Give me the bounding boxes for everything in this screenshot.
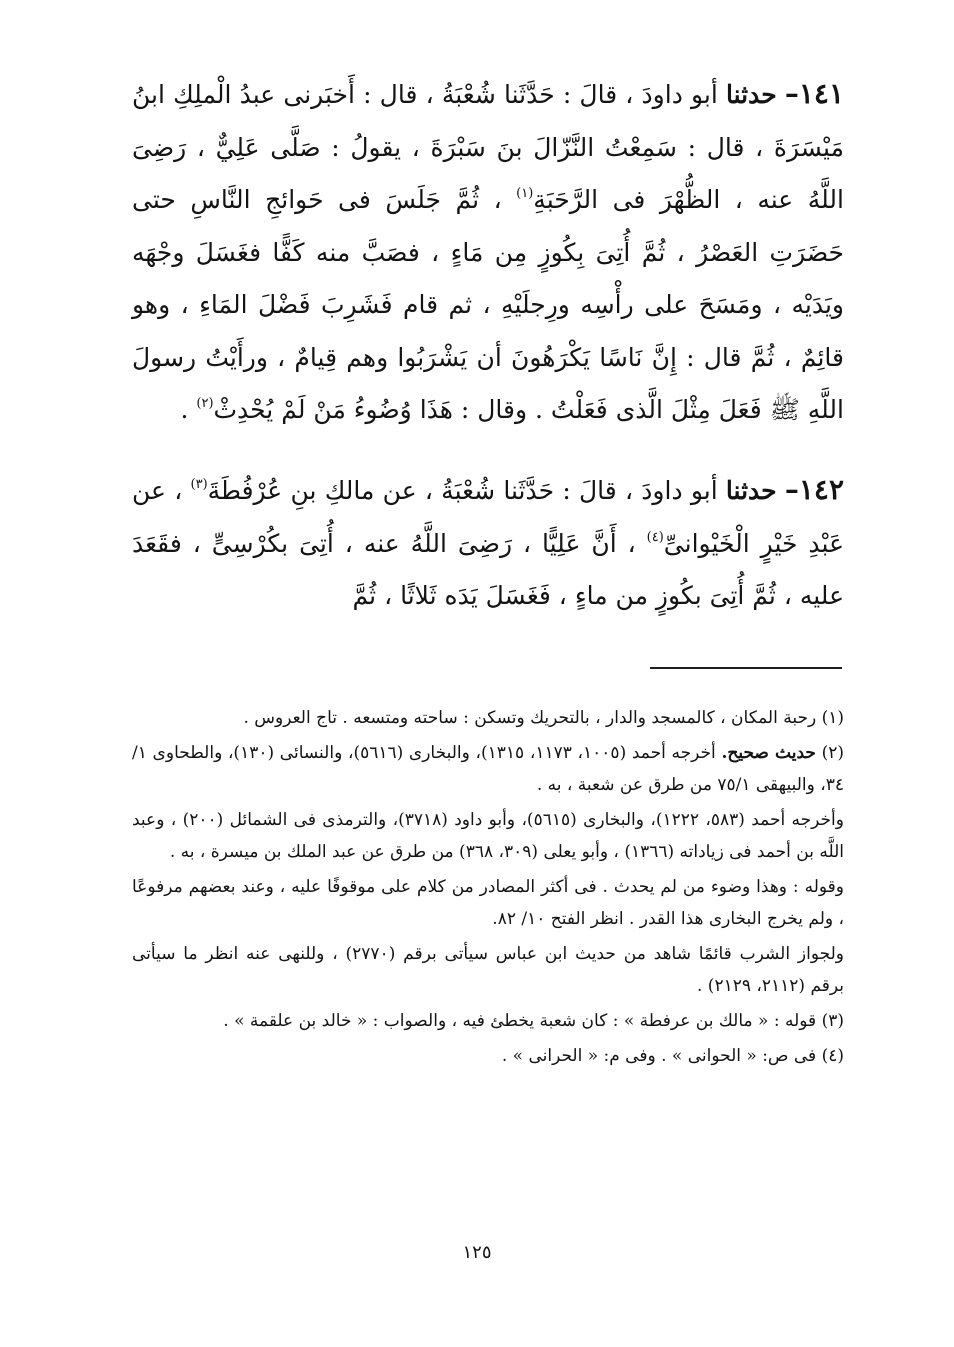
page-number: ١٢٥ bbox=[462, 1242, 492, 1263]
hadith-142-lead: حدثنا bbox=[725, 476, 777, 505]
footnote-ref-4: (٤) bbox=[646, 529, 664, 545]
footnote-ref-2: (٢) bbox=[196, 396, 214, 411]
footnote-1: (١) رحبة المكان ، كالمسجد والدار ، بالتحريك وتسكن : ساحته ومتسعه . تاج العروس . bbox=[243, 708, 844, 728]
hadith-142-text-3: ، أَنَّ عَلِيًّا ، رَضِىَ اللَّهُ عنه ، أُتِىَ بكُرْسِىٍّ ، فقَعَدَ عليه ، ثُمَّ أُتِىَ بكُوزٍ من ماءٍ ، فَغَسَلَ يَدَه ثَلاثًا ، ثُمَّ bbox=[132, 528, 844, 610]
hadith-141-text-3: . bbox=[180, 395, 197, 424]
hadith-142-number: ١٤٢– bbox=[784, 473, 844, 506]
hadith-142-text-2: ، عن عَبْدِ خَيْرٍ الْخَيْوانىِّ bbox=[132, 476, 845, 558]
footnote-2-text: أخرجه أحمد (١٠٠٥، ١١٧٣، ١٣١٥)، والبخارى (٥٦١٦)، والنسائى (١٣٠)، والطحاوى ١/ ٣٤، والبيهقى ٧٥/١ من طرق عن شعبة ، به . bbox=[132, 743, 844, 795]
footnote-4: (٤) فى ص: « الحوانى » . وفى م: « الحرانى » . bbox=[501, 1046, 844, 1066]
hadith-141-paragraph bbox=[132, 68, 844, 437]
footnote-divider bbox=[650, 667, 842, 669]
hadith-141-text-2: ، ثُمَّ جَلَسَ فى حَوائجِ النَّاسِ حتى حَضَرَتِ العَصْرُ ، ثُمَّ أُتِىَ بِكُوزٍ مِن مَاءٍ ، فصَبَّ منه كَفًّا فغَسَلَ وجْهَه ويَدَيْه ، ومَسَحَ على رأْسِه ورِجلَيْهِ ، ثم قام فَشَرِبَ فَضْلَ المَاءِ ، وهو قائِمٌ ، ثُمَّ قال : إِنَّ نَاسًا يَكْرَهُونَ أن يَشْرَبُوا وهم قِيامٌ ، ورأَيْتُ رسولَ اللَّهِ ﷺ فَعَلَ مِثْلَ الَّذى فَعَلْتُ . وقال : هَذَا وُضُوءُ مَنْ لَمْ يُحْدِثْ bbox=[132, 185, 844, 424]
hadith-141-number: ١٤١– bbox=[784, 77, 844, 110]
hadith-142-text-1: أبو داودَ ، قالَ : حَدَّثَنا شُعْبَةُ ، عن مالكِ بنِ عُرْفُطَةَ bbox=[207, 476, 726, 505]
footnote-2-para-3: وقوله : وهذا وضوء من لم يحدث . فى أكثر المصادر من كلام على موقوفًا عليه ، وعند بعضهم مرفوعًا ، ولم يخرج البخارى هذا القدر . انظر الفتح ١٠/ ٨٢. bbox=[132, 877, 844, 929]
hadith-141-text-1: أبو داودَ ، قالَ : حَدَّثَنا شُعْبَةُ ، قال : أَخبَرنى عبدُ الْملِكِ ابنُ مَيْسَرَةَ ، قال : سَمِعْتُ النَّزّالَ بنَ سَبْرَةَ ، يقولُ : صَلَّى عَلِيٌّ ، رَضِىَ اللَّهُ عنه ، الظُّهْرَ فى الرَّحَبَةِ bbox=[132, 80, 844, 214]
footnote-2-grade: حديث صحيح. bbox=[721, 743, 816, 763]
footnote-3: (٣) قوله : « مالك بن عرفطة » : كان شعبة يخطئ فيه ، والصواب : « خالد بن علقمة » . bbox=[223, 1011, 844, 1031]
footnote-ref-1: (١) bbox=[516, 186, 534, 201]
footnote-2 bbox=[132, 737, 844, 801]
footnote-2-marker: (٢) bbox=[815, 743, 845, 763]
footnote-ref-3: (٣) bbox=[190, 477, 208, 492]
footnote-2-para-2: وأخرجه أحمد (٥٨٣، ١٢٢٢)، والبخارى (٥٦١٥)، وأبو داود (٣٧١٨)، والترمذى فى الشمائل (٢٠٠) ، وعبد اللَّه بن أحمد فى زياداته (١٣٦٦) ، وأبو يعلى (٣٠٩، ٣٦٨) من طرق عن عبد الملك بن ميسرة ، به . bbox=[132, 810, 844, 862]
footnotes bbox=[132, 702, 844, 1075]
hadith-141-lead: حدثنا bbox=[726, 80, 777, 109]
hadith-142-paragraph bbox=[132, 464, 844, 623]
footnote-2-para-4: ولجواز الشرب قائمًا شاهد من حديث ابن عباس سيأتى برقم (٢٧٧٠) ، وللنهى عنه انظر ما سيأتى برقم (٢١١٢، ٢١٢٩) . bbox=[132, 944, 844, 996]
